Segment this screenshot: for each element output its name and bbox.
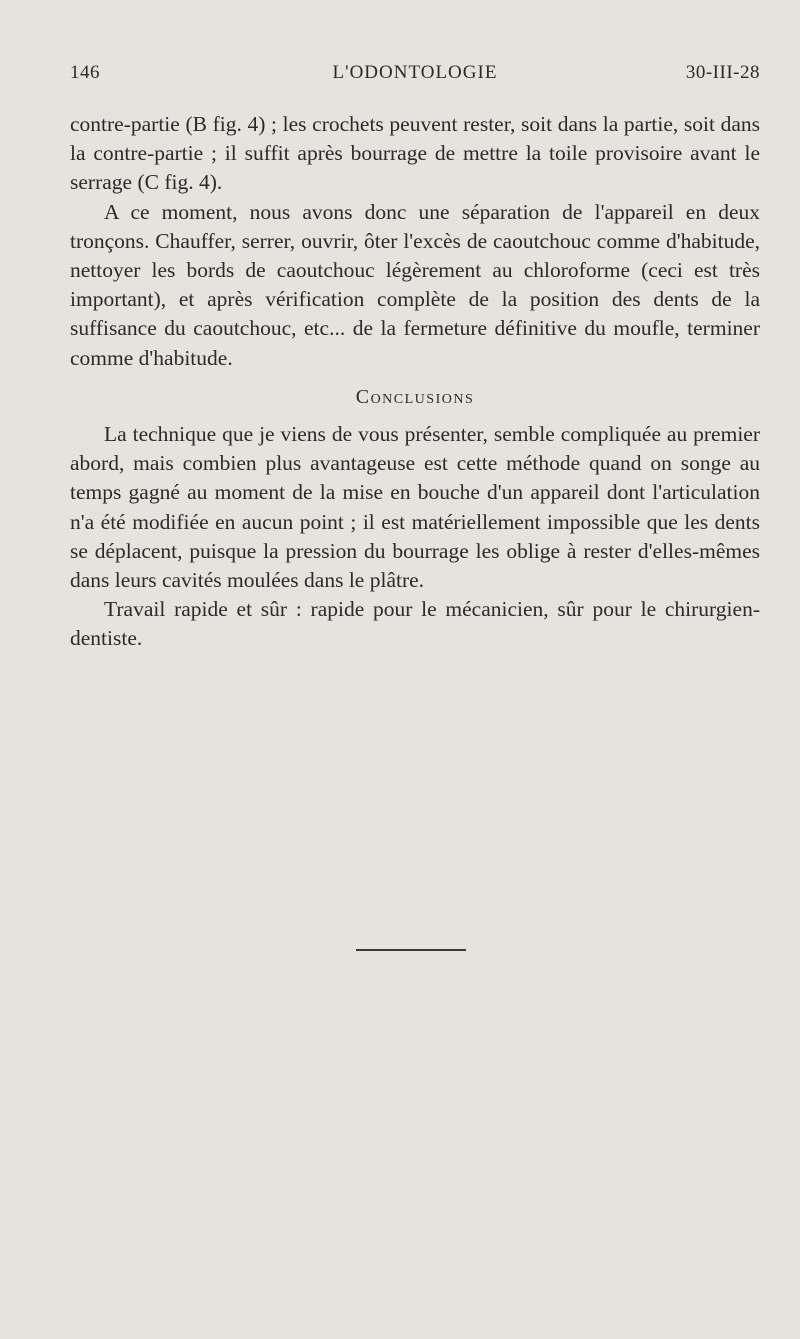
journal-title: L'ODONTOLOGIE [332, 62, 498, 83]
paragraph-4: Travail rapide et sûr : rapide pour le mécanicien, sûr pour le chirurgien-dentiste. [70, 597, 760, 651]
paragraph-1: contre-partie (B fig. 4) ; les crochets peuvent rester, soit dans la partie, soit dans la contre-partie ; il suffit après bourrage de mettre la toile provisoire avant le serrage (C fig. 4). [70, 112, 760, 195]
running-header [70, 62, 760, 88]
paragraph-2: A ce moment, nous avons donc une séparation de l'appareil en deux tronçons. Chauffer, serrer, ouvrir, ôter l'excès de caoutchouc comme d'habitude, nettoyer les bords de caoutchouc légèrement au chloroforme (ceci est très important), et après vérification complète de la position des dents de la suffisance du caoutchouc, etc... de la fermeture définitive du moufle, terminer comme d'habitude. [70, 199, 760, 370]
page-number: 146 [70, 62, 100, 83]
article-body [70, 110, 760, 654]
section-heading: Conclusions [355, 385, 475, 408]
paragraph-3: La technique que je viens de vous présenter, semble compliquée au premier abord, mais combien plus avantageuse est cette méthode quand on songe au temps gagné au moment de la mise en bouche d'un appareil dont l'articulation n'a été modifiée en aucun point ; il est matériellement impossible que les dents se déplacent, puisque la pression du bourrage les oblige à rester d'elles-mêmes dans leurs cavités moulées dans le plâtre. [70, 422, 760, 593]
end-rule-divider [356, 949, 466, 951]
issue-date: 30-III-28 [685, 62, 760, 83]
